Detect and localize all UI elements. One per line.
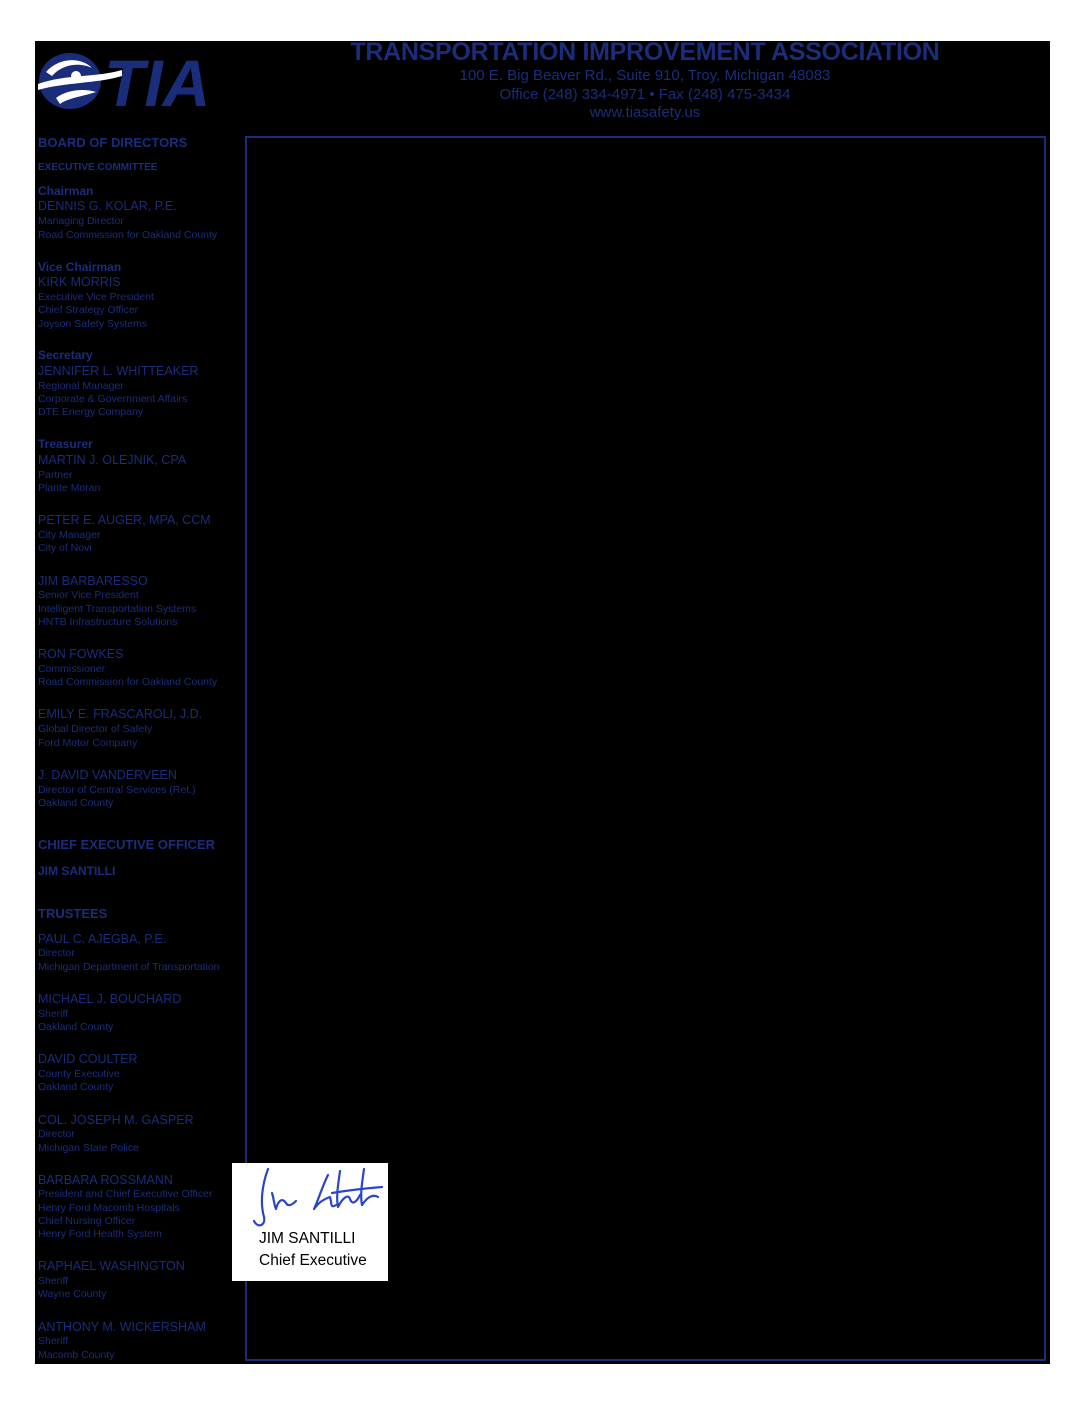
member-line: Joyson Safety Systems: [38, 318, 148, 330]
trustee-name: ANTHONY M. WICKERSHAM: [38, 1320, 206, 1334]
tia-logo: [36, 50, 242, 112]
member-line: Chief Strategy Officer: [38, 304, 139, 316]
member-line: Partner: [38, 469, 73, 481]
ceo-heading: CHIEF EXECUTIVE OFFICER: [38, 837, 215, 852]
trustee-name: COL. JOSEPH M. GASPER: [38, 1113, 194, 1127]
signature-name: JIM SANTILLI: [259, 1230, 356, 1247]
board-heading: BOARD OF DIRECTORS: [38, 135, 188, 150]
trustee-name: MICHAEL J. BOUCHARD: [38, 992, 182, 1006]
member-line: Plante Moran: [38, 482, 101, 494]
member-line: Commissioner: [38, 663, 106, 675]
member-line: Road Commission for Oakland County: [38, 676, 218, 688]
member-role: Vice Chairman: [38, 260, 122, 274]
org-name: TRANSPORTATION IMPROVEMENT ASSOCIATION: [350, 38, 940, 66]
trustee-line: Sheriff: [38, 1275, 69, 1287]
member-line: City Manager: [38, 529, 101, 541]
trustee-line: Director: [38, 947, 75, 959]
member-role: Secretary: [38, 348, 93, 362]
member-line: Road Commission for Oakland County: [38, 229, 218, 241]
trustee-line: County Executive: [38, 1068, 120, 1080]
handwritten-signature: [232, 1163, 388, 1233]
ceo-name: JIM SANTILLI: [38, 864, 116, 878]
trustee-line: Wayne County: [38, 1288, 107, 1300]
member-line: Oakland County: [38, 797, 114, 809]
address-line: 100 E. Big Beaver Rd., Suite 910, Troy, Michigan 48083: [459, 67, 831, 84]
member-role: Chairman: [38, 184, 94, 198]
trustee-line: President and Chief Executive Officer: [38, 1188, 213, 1200]
trustee-line: Macomb County: [38, 1349, 115, 1361]
member-line: Senior Vice President: [38, 589, 139, 601]
member-line: Intelligent Transportation Systems: [38, 603, 197, 615]
member-line: Corporate & Government Affairs: [38, 393, 188, 405]
member-role: Treasurer: [38, 437, 93, 451]
trustee-line: Michigan Department of Transportation: [38, 961, 220, 973]
member-line: HNTB Infrastructure Solutions: [38, 616, 178, 628]
trustee-name: PAUL C. AJEGBA, P.E.: [38, 932, 167, 946]
phone-fax-line: Office (248) 334-4971 • Fax (248) 475-3434: [499, 86, 791, 103]
member-name: KIRK MORRIS: [38, 275, 121, 289]
trustee-line: Director: [38, 1128, 75, 1140]
website-link[interactable]: www.tiasafety.us: [589, 104, 701, 121]
trustee-line: Michigan State Police: [38, 1142, 139, 1154]
member-line: City of Novi: [38, 542, 92, 554]
trustee-name: RAPHAEL WASHINGTON: [38, 1259, 185, 1273]
exec-committee-heading: EXECUTIVE COMMITTEE: [38, 162, 158, 173]
logo-text: TIA: [104, 50, 211, 112]
member-name: JENNIFER L. WHITTEAKER: [38, 364, 199, 378]
trustee-line: Henry Ford Health System: [38, 1228, 162, 1240]
trustee-line: Henry Ford Macomb Hospitals: [38, 1202, 180, 1214]
trustee-line: Sheriff: [38, 1335, 69, 1347]
signature-title: Chief Executive: [259, 1252, 367, 1269]
member-line: DTE Energy Company: [38, 406, 144, 418]
trustee-line: Chief Nursing Officer: [38, 1215, 136, 1227]
trustee-line: Oakland County: [38, 1021, 114, 1033]
member-name: PETER E. AUGER, MPA, CCM: [38, 513, 211, 527]
member-name: EMILY E. FRASCAROLI, J.D.: [38, 707, 203, 721]
member-line: Managing Director: [38, 215, 124, 227]
trustee-name: BARBARA ROSSMANN: [38, 1173, 173, 1187]
member-name: RON FOWKES: [38, 647, 124, 661]
trustee-name: DAVID COULTER: [38, 1052, 138, 1066]
trustees-heading: TRUSTEES: [38, 906, 108, 921]
trustee-line: Sheriff: [38, 1008, 69, 1020]
member-line: Director of Central Services (Ret.): [38, 784, 196, 796]
member-line: Ford Motor Company: [38, 737, 138, 749]
member-name: DENNIS G. KOLAR, P.E.: [38, 199, 177, 213]
member-line: Regional Manager: [38, 380, 124, 392]
member-name: J. DAVID VANDERVEEN: [38, 768, 177, 782]
member-line: Global Director of Safety: [38, 723, 153, 735]
member-line: Executive Vice President: [38, 291, 154, 303]
member-name: MARTIN J. OLEJNIK, CPA: [38, 453, 187, 467]
trustee-line: Oakland County: [38, 1081, 114, 1093]
member-name: JIM BARBARESSO: [38, 574, 148, 588]
